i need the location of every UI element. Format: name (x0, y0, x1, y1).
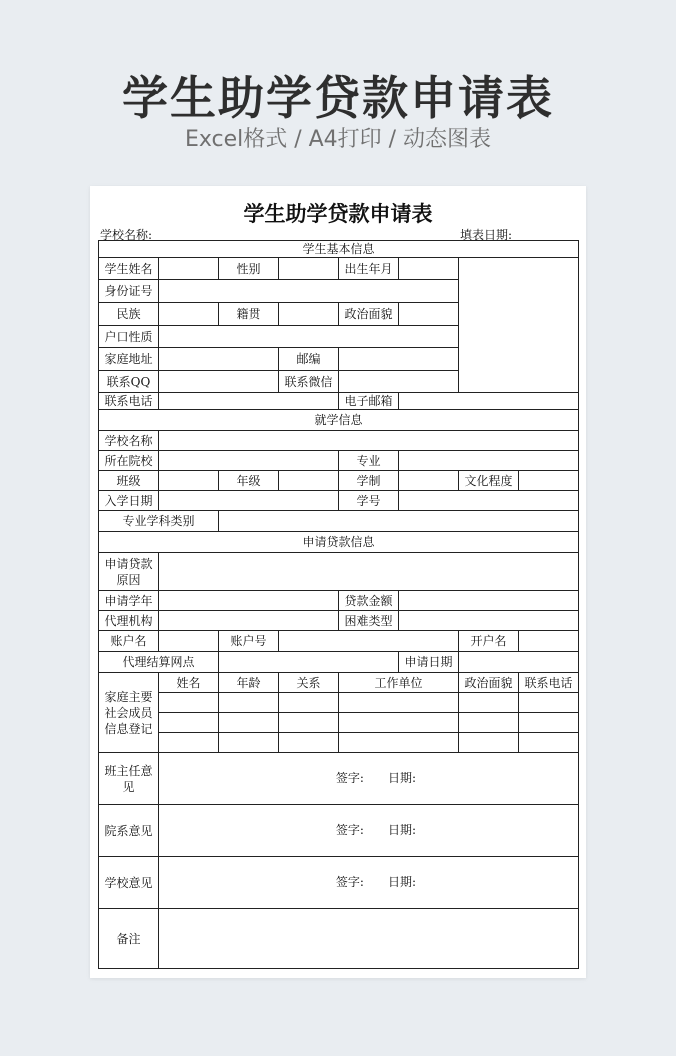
label-account-number: 账户号 (219, 631, 279, 652)
family-cell[interactable] (519, 693, 579, 713)
field-college[interactable] (159, 451, 339, 471)
label-class: 班级 (99, 471, 159, 491)
field-gender[interactable] (279, 258, 339, 280)
label-home-address: 家庭地址 (99, 348, 159, 371)
family-cell[interactable] (339, 693, 459, 713)
field-enroll-date[interactable] (159, 491, 339, 511)
field-department-opinion[interactable] (159, 805, 579, 857)
field-loan-reason[interactable] (159, 553, 579, 591)
field-major[interactable] (399, 451, 579, 471)
field-phone[interactable] (159, 393, 339, 410)
banner-subtitle: Excel格式 / A4打印 / 动态图表 (184, 127, 492, 152)
family-cell[interactable] (219, 693, 279, 713)
section-school-info: 就学信息 (99, 410, 579, 431)
label-email: 电子邮箱 (339, 393, 399, 410)
section-basic-info: 学生基本信息 (99, 241, 579, 258)
field-ethnicity[interactable] (159, 303, 219, 326)
label-apply-year: 申请学年 (99, 591, 159, 611)
label-bank-name: 开户名 (459, 631, 519, 652)
fill-date-label: 填表日期: (460, 228, 513, 242)
field-native-place[interactable] (279, 303, 339, 326)
sign-label: 签字: (335, 770, 364, 785)
header-relation: 关系 (279, 673, 339, 693)
field-student-name[interactable] (159, 258, 219, 280)
family-cell[interactable] (279, 693, 339, 713)
family-row (99, 733, 579, 753)
field-postcode[interactable] (339, 348, 459, 371)
label-school-opinion: 学校意见 (99, 857, 159, 909)
family-cell[interactable] (159, 733, 219, 753)
label-student-number: 学号 (339, 491, 399, 511)
family-cell[interactable] (219, 733, 279, 753)
sign-label: 签字: (335, 874, 364, 889)
document-title: 学生助学贷款申请表 (243, 201, 433, 226)
family-cell[interactable] (519, 713, 579, 733)
header-workplace: 工作单位 (339, 673, 459, 693)
label-major: 专业 (339, 451, 399, 471)
field-class[interactable] (159, 471, 219, 491)
field-school-name[interactable] (159, 431, 579, 451)
field-apply-year[interactable] (159, 591, 339, 611)
label-native-place: 籍贯 (219, 303, 279, 326)
header-political-status: 政治面貌 (459, 673, 519, 693)
label-political-status: 政治面貌 (339, 303, 399, 326)
field-study-system[interactable] (399, 471, 459, 491)
field-political-status[interactable] (399, 303, 459, 326)
family-cell[interactable] (279, 713, 339, 733)
label-student-name: 学生姓名 (99, 258, 159, 280)
label-qq: 联系QQ (99, 371, 159, 393)
sign-label: 签字: (335, 822, 364, 837)
field-account-name[interactable] (159, 631, 219, 652)
field-remarks[interactable] (159, 909, 579, 969)
field-apply-date[interactable] (459, 652, 579, 673)
date-label: 日期: (387, 874, 417, 889)
label-family-members: 家庭主要社会成员信息登记 (99, 673, 159, 753)
label-difficulty-type: 困难类型 (339, 611, 399, 631)
field-home-address[interactable] (159, 348, 279, 371)
field-agency[interactable] (159, 611, 339, 631)
label-postcode: 邮编 (279, 348, 339, 371)
field-wechat[interactable] (339, 371, 459, 393)
school-name-label: 学校名称: (100, 228, 153, 242)
family-cell[interactable] (519, 733, 579, 753)
label-loan-amount: 贷款金额 (339, 591, 399, 611)
label-major-category: 专业学科类别 (99, 511, 219, 532)
label-birth: 出生年月 (339, 258, 399, 280)
label-ethnicity: 民族 (99, 303, 159, 326)
label-study-system: 学制 (339, 471, 399, 491)
label-agency: 代理机构 (99, 611, 159, 631)
banner-title: 学生助学贷款申请表 (122, 71, 554, 125)
field-bank-name[interactable] (519, 631, 579, 652)
family-cell[interactable] (219, 713, 279, 733)
photo-box[interactable] (459, 258, 579, 393)
family-cell[interactable] (459, 693, 519, 713)
family-cell[interactable] (279, 733, 339, 753)
field-school-opinion[interactable] (159, 857, 579, 909)
application-form-table (98, 240, 579, 969)
family-row (99, 713, 579, 733)
field-settlement-branch[interactable] (219, 652, 399, 673)
label-grade: 年级 (219, 471, 279, 491)
field-teacher-opinion[interactable] (159, 753, 579, 805)
field-id-number[interactable] (159, 280, 459, 303)
date-label: 日期: (387, 822, 417, 837)
label-loan-reason: 申请贷款原因 (99, 553, 159, 591)
family-cell[interactable] (339, 733, 459, 753)
field-loan-amount[interactable] (399, 591, 579, 611)
header-age: 年龄 (219, 673, 279, 693)
header-name: 姓名 (159, 673, 219, 693)
label-apply-date: 申请日期 (399, 652, 459, 673)
label-id-number: 身份证号 (99, 280, 159, 303)
field-email[interactable] (399, 393, 579, 410)
label-account-name: 账户名 (99, 631, 159, 652)
family-row (99, 693, 579, 713)
field-hukou[interactable] (159, 326, 459, 348)
field-education-level[interactable] (519, 471, 579, 491)
form-paper (90, 186, 586, 978)
label-education-level: 文化程度 (459, 471, 519, 491)
label-college: 所在院校 (99, 451, 159, 471)
label-hukou: 户口性质 (99, 326, 159, 348)
label-settlement-branch: 代理结算网点 (99, 652, 219, 673)
family-cell[interactable] (339, 713, 459, 733)
family-cell[interactable] (159, 693, 219, 713)
label-remarks: 备注 (99, 909, 159, 969)
label-phone: 联系电话 (99, 393, 159, 410)
date-label: 日期: (387, 770, 417, 785)
family-cell[interactable] (159, 713, 219, 733)
label-gender: 性别 (219, 258, 279, 280)
family-cell[interactable] (459, 733, 519, 753)
label-wechat: 联系微信 (279, 371, 339, 393)
field-birth[interactable] (399, 258, 459, 280)
field-grade[interactable] (279, 471, 339, 491)
label-enroll-date: 入学日期 (99, 491, 159, 511)
field-student-number[interactable] (399, 491, 579, 511)
field-account-number[interactable] (279, 631, 459, 652)
label-school-name: 学校名称 (99, 431, 159, 451)
label-teacher-opinion: 班主任意见 (99, 753, 159, 805)
section-loan-info: 申请贷款信息 (99, 532, 579, 553)
label-department-opinion: 院系意见 (99, 805, 159, 857)
family-cell[interactable] (459, 713, 519, 733)
header-contact-phone: 联系电话 (519, 673, 579, 693)
field-qq[interactable] (159, 371, 279, 393)
field-difficulty-type[interactable] (399, 611, 579, 631)
field-major-category[interactable] (219, 511, 579, 532)
